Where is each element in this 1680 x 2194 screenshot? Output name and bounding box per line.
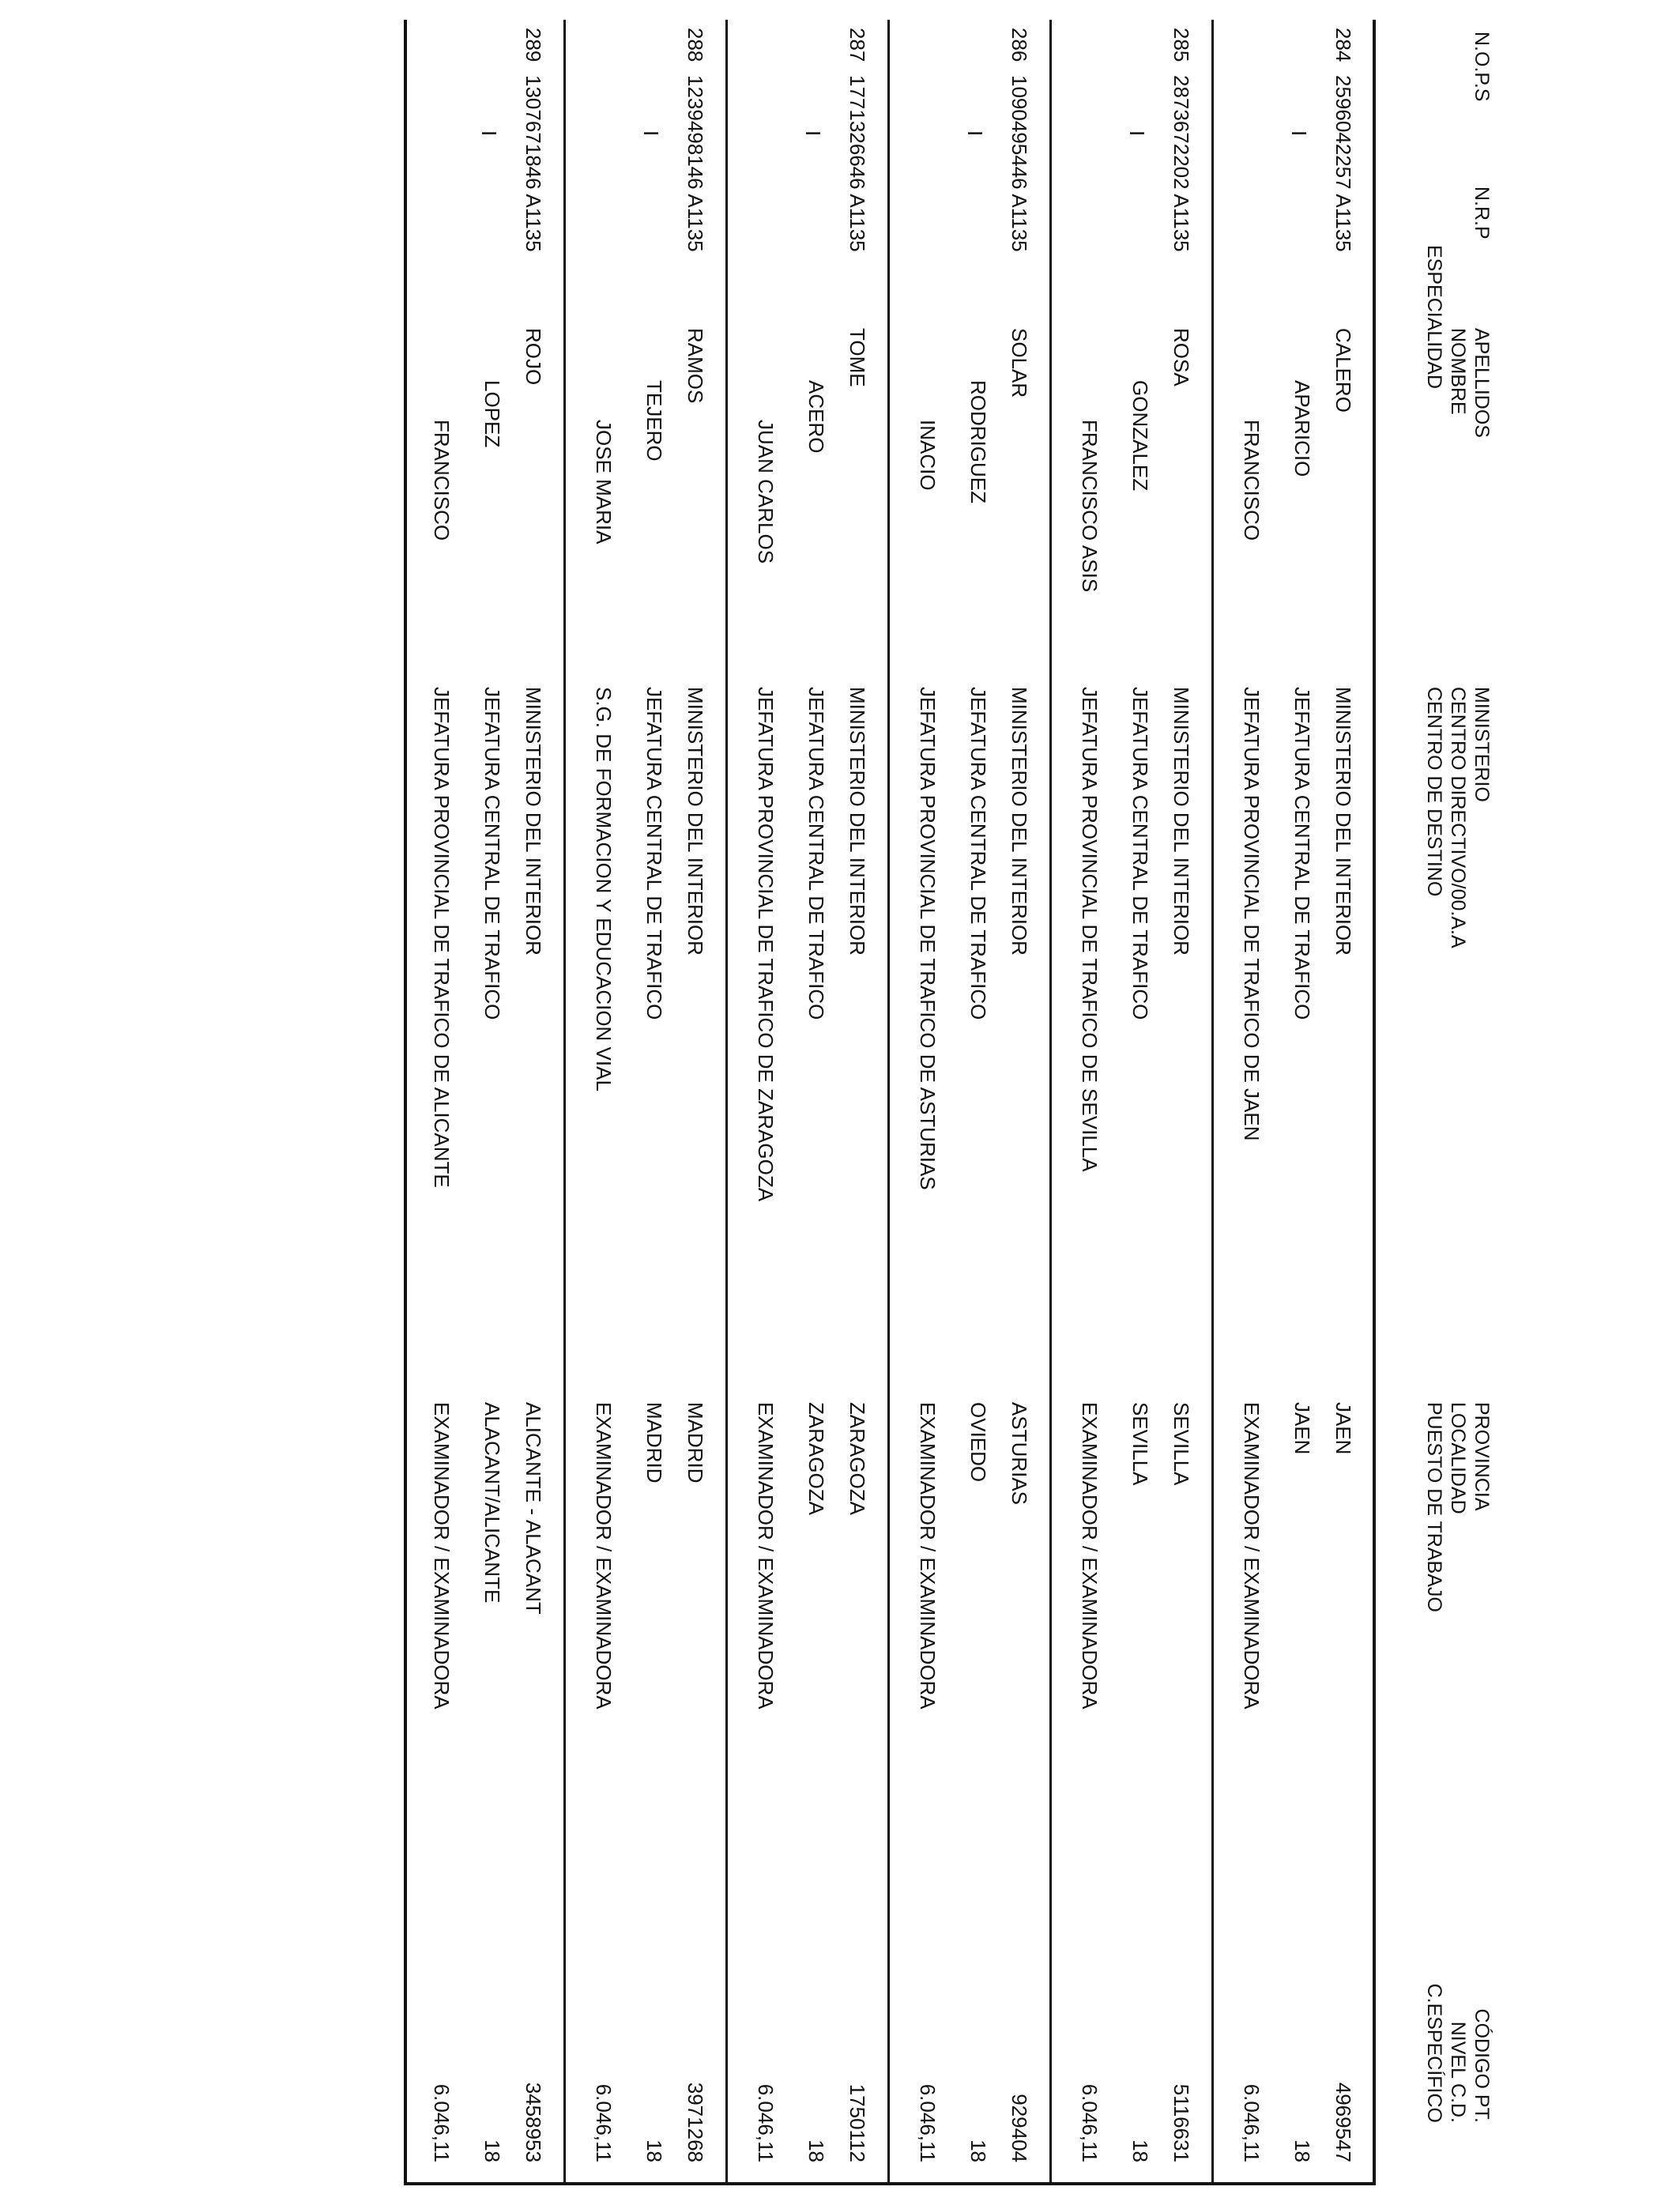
cell-nrp: 1307671846 A1135: [522, 75, 545, 252]
cell-especifico: 6.046,11: [916, 2083, 940, 2162]
header-especialidad: ESPECIALIDAD: [1423, 245, 1445, 390]
cell-nops: 287: [846, 28, 869, 62]
cell-localidad: SEVILLA: [1128, 1402, 1152, 1486]
cell-nivel: 18: [480, 2139, 504, 2162]
cell-ministerio: MINISTERIO DEL INTERIOR: [1170, 687, 1193, 956]
cell-localidad: JAEN: [1290, 1402, 1314, 1455]
cell-apellido2: APARICIO: [1290, 380, 1314, 477]
cell-especifico: 6.046,11: [1240, 2083, 1264, 2162]
header-localidad: LOCALIDAD: [1447, 1402, 1469, 1514]
cell-centro-destino: JEFATURA PROVINCIAL DE TRAFICO DE ZARAGOZA: [754, 687, 778, 1202]
cell-centro-directivo: JEFATURA CENTRAL DE TRAFICO: [1128, 687, 1152, 1020]
header-nops: N.O.P.S: [1471, 32, 1493, 102]
cell-apellido2: ACERO: [804, 380, 828, 454]
cell-apellido1: RAMOS: [684, 328, 707, 404]
cell-apellido2: TEJERO: [642, 380, 666, 462]
cell-ministerio: MINISTERIO DEL INTERIOR: [1332, 687, 1355, 956]
cell-localidad: OVIEDO: [966, 1402, 990, 1483]
cell-centro-destino: JEFATURA PROVINCIAL DE TRAFICO DE JAEN: [1240, 687, 1264, 1141]
cell-nivel: 18: [966, 2139, 990, 2162]
row-separator: [1211, 20, 1214, 2185]
cell-provincia: ALICANTE - ALACANT: [522, 1402, 545, 1615]
cell-codigo: 5116631: [1170, 2083, 1193, 2162]
cell-nops: 285: [1170, 28, 1193, 62]
cell-nombre: FRANCISCO: [430, 420, 454, 541]
cell-nrp: 2873672202 A1135: [1170, 75, 1193, 252]
cell-codigo: 3971268: [684, 2082, 707, 2162]
row-separator: [563, 20, 566, 2185]
cell-localidad: MADRID: [642, 1402, 666, 1483]
cell-nops: 286: [1008, 28, 1031, 62]
header-nombre: NOMBRE: [1447, 328, 1469, 415]
header-especifico: C.ESPECÍFICO: [1423, 1983, 1445, 2123]
cell-nrp: 2596042257 A1135: [1332, 75, 1355, 252]
cell-especialidad: I: [1125, 130, 1149, 137]
header-ministerio: MINISTERIO: [1471, 687, 1493, 802]
cell-especifico: 6.046,11: [430, 2083, 454, 2162]
cell-provincia: ZARAGOZA: [846, 1402, 869, 1516]
cell-ministerio: MINISTERIO DEL INTERIOR: [1008, 687, 1031, 956]
cell-codigo: 929404: [1008, 2094, 1031, 2162]
cell-centro-directivo: JEFATURA CENTRAL DE TRAFICO: [966, 687, 990, 1020]
cell-centro-destino: JEFATURA PROVINCIAL DE TRAFICO DE ASTURIAS: [916, 687, 940, 1190]
cell-ministerio: MINISTERIO DEL INTERIOR: [846, 687, 869, 956]
cell-puesto: EXAMINADOR / EXAMINADORA: [1240, 1402, 1264, 1710]
cell-centro-directivo: JEFATURA CENTRAL DE TRAFICO: [1290, 687, 1314, 1020]
header-codigo-final: CÓDIGO PT.: [1471, 2008, 1493, 2123]
cell-nops: 284: [1332, 28, 1355, 62]
cell-puesto: EXAMINADOR / EXAMINADORA: [592, 1402, 616, 1710]
cell-codigo: 1750112: [846, 2083, 869, 2162]
row-separator: [725, 20, 728, 2185]
header-centro-destino: CENTRO DE DESTINO: [1423, 687, 1445, 897]
cell-provincia: SEVILLA: [1170, 1402, 1193, 1486]
cell-nrp: 1090495446 A1135: [1008, 75, 1031, 252]
cell-nombre: FRANCISCO: [1240, 420, 1264, 541]
cell-nombre: FRANCISCO ASIS: [1078, 420, 1102, 593]
cell-nops: 288: [684, 28, 707, 62]
header-apellidos: APELLIDOS: [1471, 328, 1493, 438]
cell-especialidad: I: [477, 130, 501, 137]
cell-nivel: 18: [804, 2139, 828, 2162]
cell-especialidad: I: [801, 130, 825, 137]
cell-apellido2: RODRIGUEZ: [966, 380, 990, 503]
cell-ministerio: MINISTERIO DEL INTERIOR: [522, 687, 545, 956]
cell-apellido2: GONZALEZ: [1128, 380, 1152, 492]
cell-centro-destino: JEFATURA PROVINCIAL DE TRAFICO DE ALICANTE: [430, 687, 454, 1188]
cell-apellido1: ROSA: [1170, 328, 1193, 386]
cell-puesto: EXAMINADOR / EXAMINADORA: [430, 1402, 454, 1710]
cell-centro-directivo: JEFATURA CENTRAL DE TRAFICO: [480, 687, 504, 1020]
row-separator: [887, 20, 890, 2185]
cell-localidad: ZARAGOZA: [804, 1402, 828, 1516]
cell-provincia: JAEN: [1332, 1402, 1355, 1455]
header-nrp: N.R.P: [1471, 187, 1493, 239]
cell-provincia: MADRID: [684, 1402, 707, 1483]
cell-especialidad: I: [963, 130, 987, 137]
cell-apellido2: LOPEZ: [480, 380, 504, 448]
cell-nivel: 18: [642, 2139, 666, 2162]
cell-especifico: 6.046,11: [592, 2083, 616, 2162]
cell-apellido1: CALERO: [1332, 328, 1355, 413]
cell-nrp: 1771326646 A1135: [846, 75, 869, 252]
cell-puesto: EXAMINADOR / EXAMINADORA: [754, 1402, 778, 1710]
cell-provincia: ASTURIAS: [1008, 1402, 1031, 1506]
cell-ministerio: MINISTERIO DEL INTERIOR: [684, 687, 707, 956]
cell-centro-directivo: JEFATURA CENTRAL DE TRAFICO: [642, 687, 666, 1020]
cell-centro-destino: S.G. DE FORMACION Y EDUCACION VIAL: [592, 687, 616, 1091]
cell-codigo: 4969547: [1332, 2082, 1355, 2162]
cell-especifico: 6.046,11: [754, 2083, 778, 2162]
cell-nombre: INACIO: [916, 420, 940, 491]
cell-localidad: ALACANT/ALICANTE: [480, 1402, 504, 1604]
header-puesto: PUESTO DE TRABAJO: [1423, 1402, 1445, 1612]
cell-apellido1: TOME: [846, 328, 869, 387]
cell-nivel: 18: [1290, 2139, 1314, 2162]
cell-nombre: JUAN CARLOS: [754, 420, 778, 564]
cell-especifico: 6.046,11: [1078, 2083, 1102, 2162]
header-centro-directivo: CENTRO DIRECTIVO/00.A.A: [1447, 687, 1469, 948]
cell-nombre: JOSE MARIA: [592, 420, 616, 545]
cell-nops: 289: [522, 28, 545, 62]
cell-apellido1: ROJO: [522, 328, 545, 386]
cell-apellido1: SOLAR: [1008, 328, 1031, 398]
cell-nivel: 18: [1128, 2139, 1152, 2162]
header-nivel: NIVEL C.D.: [1447, 2021, 1469, 2123]
cell-centro-directivo: JEFATURA CENTRAL DE TRAFICO: [804, 687, 828, 1020]
cell-puesto: EXAMINADOR / EXAMINADORA: [916, 1402, 940, 1710]
cell-codigo: 3458953: [522, 2082, 545, 2162]
cell-centro-destino: JEFATURA PROVINCIAL DE TRAFICO DE SEVILLA: [1078, 687, 1102, 1172]
cell-especialidad: I: [639, 130, 663, 137]
cell-puesto: EXAMINADOR / EXAMINADORA: [1078, 1402, 1102, 1710]
cell-especialidad: I: [1287, 130, 1311, 137]
cell-nrp: 1239498146 A1135: [684, 75, 707, 252]
header-provincia: PROVINCIA: [1471, 1402, 1493, 1511]
records-table-frame: [404, 20, 1376, 2185]
row-separator: [1049, 20, 1052, 2185]
